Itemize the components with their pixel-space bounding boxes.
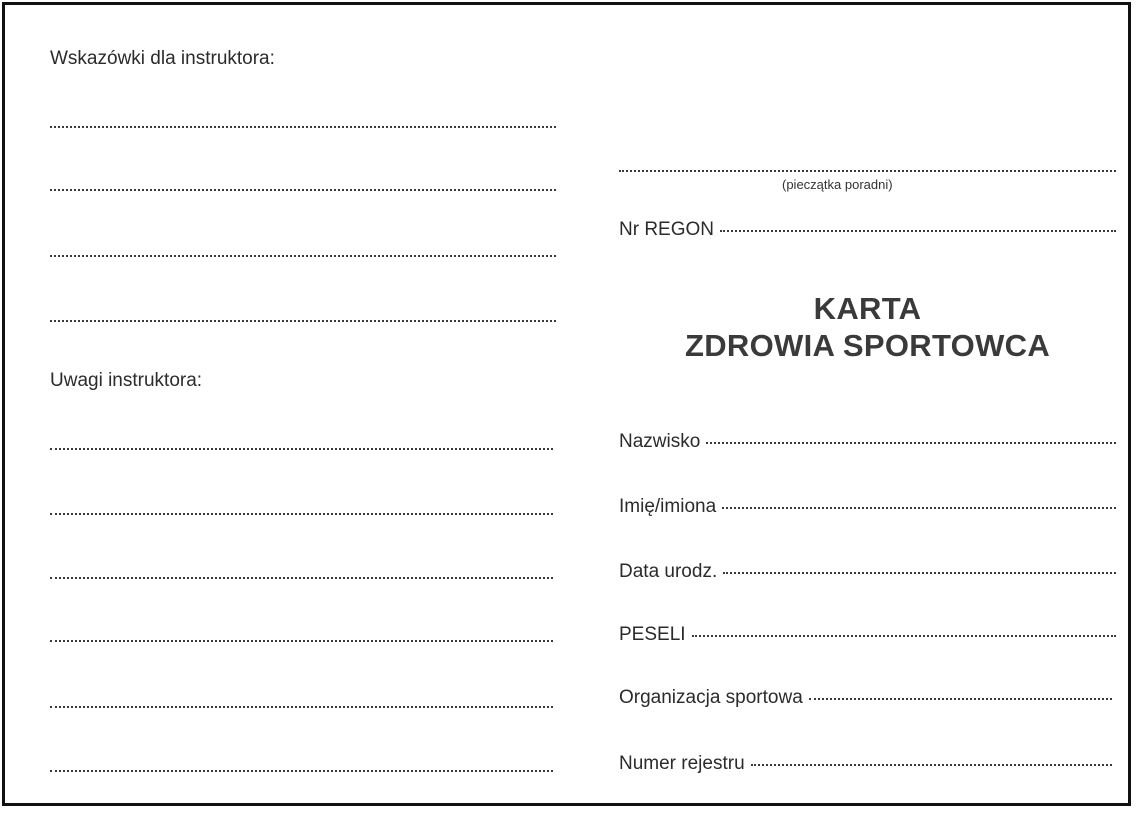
- remarks-heading: Uwagi instruktora:: [50, 370, 203, 391]
- field-birth-date[interactable]: [619, 561, 1116, 583]
- field-sports-organization[interactable]: [619, 687, 1112, 709]
- health-card-form: [2, 2, 1131, 806]
- field-surname-label: Nazwisko: [619, 431, 701, 452]
- field-registry-number-label: Numer rejestru: [619, 753, 745, 774]
- instructions-line-3[interactable]: [50, 255, 556, 257]
- card-title-line-1: KARTA: [813, 291, 922, 326]
- field-first-names-label: Imię/imiona: [619, 496, 717, 517]
- remarks-line-4[interactable]: [50, 640, 553, 642]
- field-pesel-line[interactable]: [692, 635, 1116, 637]
- field-registry-number-line[interactable]: [751, 764, 1112, 766]
- field-registry-number[interactable]: [619, 753, 1112, 775]
- field-surname[interactable]: [619, 431, 1116, 453]
- instructions-line-2[interactable]: [50, 189, 556, 191]
- remarks-line-3[interactable]: [50, 577, 553, 579]
- card-title-line-2: ZDROWIA SPORTOWCA: [684, 328, 1051, 363]
- field-pesel-label: PESELI: [619, 624, 686, 645]
- remarks-line-2[interactable]: [50, 513, 553, 515]
- remarks-line-1[interactable]: [50, 448, 553, 450]
- instructions-heading: Wskazówki dla instruktora:: [50, 48, 275, 69]
- field-pesel[interactable]: [619, 624, 1116, 646]
- stamp-line[interactable]: [619, 170, 1116, 172]
- remarks-line-5[interactable]: [50, 706, 553, 708]
- field-sports-organization-label: Organizacja sportowa: [619, 687, 803, 708]
- field-first-names-line[interactable]: [722, 507, 1116, 509]
- regon-label: Nr REGON: [619, 219, 714, 240]
- field-surname-line[interactable]: [706, 442, 1116, 444]
- field-birth-date-label: Data urodz.: [619, 561, 718, 582]
- instructions-line-1[interactable]: [50, 126, 556, 128]
- field-first-names[interactable]: [619, 496, 1116, 518]
- regon-field[interactable]: [619, 219, 1116, 241]
- stamp-caption: (pieczątka poradni): [782, 177, 893, 192]
- regon-fill-line[interactable]: [720, 230, 1116, 232]
- remarks-line-6[interactable]: [50, 770, 553, 772]
- field-sports-organization-line[interactable]: [809, 698, 1112, 700]
- field-birth-date-line[interactable]: [723, 572, 1116, 574]
- instructions-line-4[interactable]: [50, 320, 556, 322]
